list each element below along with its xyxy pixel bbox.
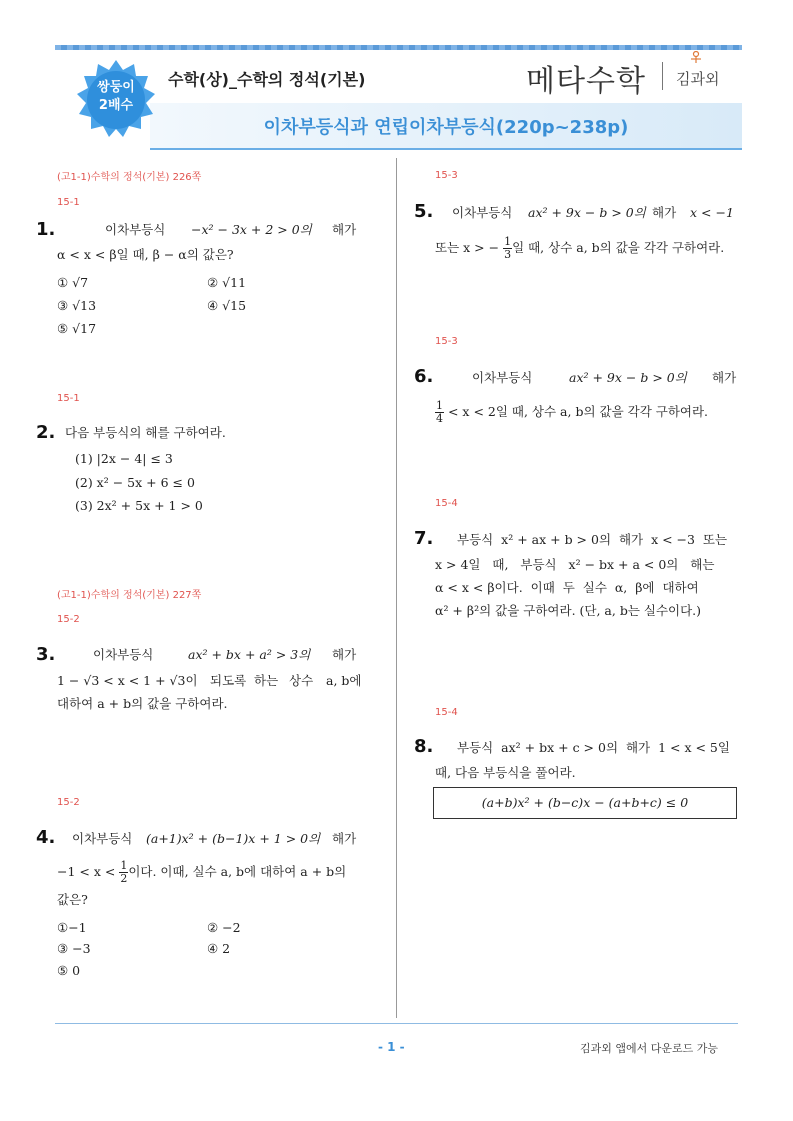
problem-1-expr: −x² − 3x + 2 > 0의 xyxy=(191,222,312,237)
problem-6-tail: 해가 xyxy=(712,370,737,385)
problem-1-choice-3: ③ √13 xyxy=(57,298,97,313)
problem-4-choice-4: ④ 2 xyxy=(207,941,231,956)
problem-7-number: 7. xyxy=(414,528,434,549)
problem-3-lead: 이차부등식 xyxy=(93,647,154,662)
problem-4-choice-3: ③ −3 xyxy=(57,941,91,956)
problem-4-lead: 이차부등식 xyxy=(72,831,133,846)
footer-note: 김과외 앱에서 다운로드 가능 xyxy=(580,1042,719,1055)
problem-5-line2-pre: 또는 x > − xyxy=(435,240,500,255)
problem-1-number: 1. xyxy=(36,219,56,240)
problem-4-expr: (a+1)x² + (b−1)x + 1 > 0의 xyxy=(146,831,321,846)
problem-6-lead: 이차부등식 xyxy=(472,370,533,385)
fraction-one-quarter xyxy=(435,400,444,425)
problem-2-item-3: (3) 2x² + 5x + 1 > 0 xyxy=(75,498,203,513)
problem-8-number: 8. xyxy=(414,736,434,757)
problem-4-choice-2: ② −2 xyxy=(207,920,241,935)
problem-5-tag: 15-3 xyxy=(435,170,458,181)
problem-2-tag: 15-1 xyxy=(57,393,80,404)
problem-2-number: 2. xyxy=(36,422,56,443)
problem-3-line2a: 1 − √3 < x < 1 + √3이 xyxy=(57,673,198,688)
source-ref-227: (고1-1)수학의 정석(기본) 227쪽 xyxy=(57,590,202,601)
fraction-one-third xyxy=(503,236,512,261)
problem-4-line2 xyxy=(57,860,346,885)
page-number: - 1 - xyxy=(378,1040,405,1054)
problem-4-tail: 해가 xyxy=(332,831,357,846)
frac-num: 1 xyxy=(120,859,128,872)
problem-5-lead: 이차부등식 xyxy=(452,205,513,220)
problem-5-line2-post: 일 때, 상수 a, b의 값을 각각 구하여라. xyxy=(512,240,725,255)
problem-4-choice-5: ⑤ 0 xyxy=(57,963,81,978)
column-divider xyxy=(396,158,397,1018)
problem-7-tag: 15-4 xyxy=(435,498,458,509)
badge-text xyxy=(76,79,156,115)
problem-1-tag: 15-1 xyxy=(57,197,80,208)
problem-1-choice-2: ② √11 xyxy=(207,275,247,290)
problem-2-text: 다음 부등식의 해를 구하여라. xyxy=(65,425,226,440)
problem-8-line2: 때, 다음 부등식을 풀어라. xyxy=(435,765,576,780)
frac-den: 2 xyxy=(120,872,128,885)
problem-8-tag: 15-4 xyxy=(435,707,458,718)
person-icon xyxy=(689,51,703,67)
problem-3-line2d: 상수 xyxy=(289,673,314,688)
problem-5-number: 5. xyxy=(414,201,434,222)
problem-8-boxed-inequality: (a+b)x² + (b−c)x − (a+b+c) ≤ 0 xyxy=(433,787,737,819)
problem-4-line3: 값은? xyxy=(57,892,88,907)
fraction-one-half xyxy=(119,860,128,885)
frac-num: 1 xyxy=(436,399,443,412)
problem-6-number: 6. xyxy=(414,366,434,387)
title-underline xyxy=(150,148,742,150)
chapter-title: 이차부등식과 연립이차부등식(220p~238p) xyxy=(263,117,629,138)
problem-6-expr: ax² + 9x − b > 0의 xyxy=(569,370,687,385)
problem-2-item-1: (1) |2x − 4| ≤ 3 xyxy=(75,451,173,466)
problem-3-line3: 대하여 a + b의 값을 구하여라. xyxy=(57,696,228,711)
problem-3-line2b: 되도록 xyxy=(210,673,247,688)
problem-4-line2-post: 이다. 이때, 실수 a, b에 대하여 a + b의 xyxy=(128,864,347,879)
source-ref-226: (고1-1)수학의 정석(기본) 226쪽 xyxy=(57,172,202,183)
problem-4-line2-pre: −1 < x < xyxy=(57,864,116,879)
problem-4-number: 4. xyxy=(36,827,56,848)
problem-3-expr: ax² + bx + a² > 3의 xyxy=(188,647,311,662)
problem-3-tail: 해가 xyxy=(332,647,357,662)
problem-1-choice-4: ④ √15 xyxy=(207,298,247,313)
badge-line1: 쌍둥이 xyxy=(97,80,135,95)
problem-5-line2 xyxy=(435,236,724,261)
problem-7-line4: α² + β²의 값을 구하여라. (단, a, b는 실수이다.) xyxy=(435,603,702,618)
problem-1-choice-5: ⑤ √17 xyxy=(57,321,97,336)
problem-7-line2: x > 4일 때, 부등식 x² − bx + a < 0의 해는 xyxy=(435,557,715,572)
problem-6-tag: 15-3 xyxy=(435,336,458,347)
problem-1-tail: 해가 xyxy=(332,222,357,237)
problem-5-tail2: x < −1 xyxy=(690,205,734,220)
header-top-stripe xyxy=(55,45,742,50)
problem-6-line2-post: < x < 2일 때, 상수 a, b의 값을 각각 구하여라. xyxy=(447,404,709,419)
problem-6-line2 xyxy=(435,400,708,425)
problem-7-line3: α < x < β이다. 이때 두 실수 α, β에 대하여 xyxy=(435,580,699,595)
problem-7-line1: 부등식 x² + ax + b > 0의 해가 x < −3 또는 xyxy=(457,532,728,547)
problem-1-line2: α < x < β일 때, β − α의 값은? xyxy=(57,247,234,262)
problem-8-line1: 부등식 ax² + bx + c > 0의 해가 1 < x < 5일 xyxy=(457,740,730,755)
footer-line xyxy=(55,1023,738,1024)
problem-1-lead: 이차부등식 xyxy=(105,222,166,237)
frac-den: 4 xyxy=(436,412,443,425)
frac-num: 1 xyxy=(504,235,512,248)
course-title: 수학(상)_수학의 정석(기본) xyxy=(168,70,366,89)
problem-1-choice-1: ① √7 xyxy=(57,275,89,290)
problem-5-expr: ax² + 9x − b > 0의 xyxy=(528,205,646,220)
logo-separator xyxy=(662,62,663,90)
problem-5-tail1: 해가 xyxy=(652,205,677,220)
problem-4-tag: 15-2 xyxy=(57,797,80,808)
badge-line2: 2배수 xyxy=(98,98,134,113)
problem-3-number: 3. xyxy=(36,644,56,665)
problem-2-item-2: (2) x² − 5x + 6 ≤ 0 xyxy=(75,475,195,490)
logo-sub: 김과외 xyxy=(676,70,720,88)
frac-den: 3 xyxy=(504,248,512,261)
problem-3-tag: 15-2 xyxy=(57,614,80,625)
logo-main: 메타수학 xyxy=(526,64,646,99)
problem-4-choice-1: ①−1 xyxy=(57,920,87,935)
problem-3-line2c: 하는 xyxy=(254,673,279,688)
problem-3-line2e: a, b에 xyxy=(326,673,362,688)
